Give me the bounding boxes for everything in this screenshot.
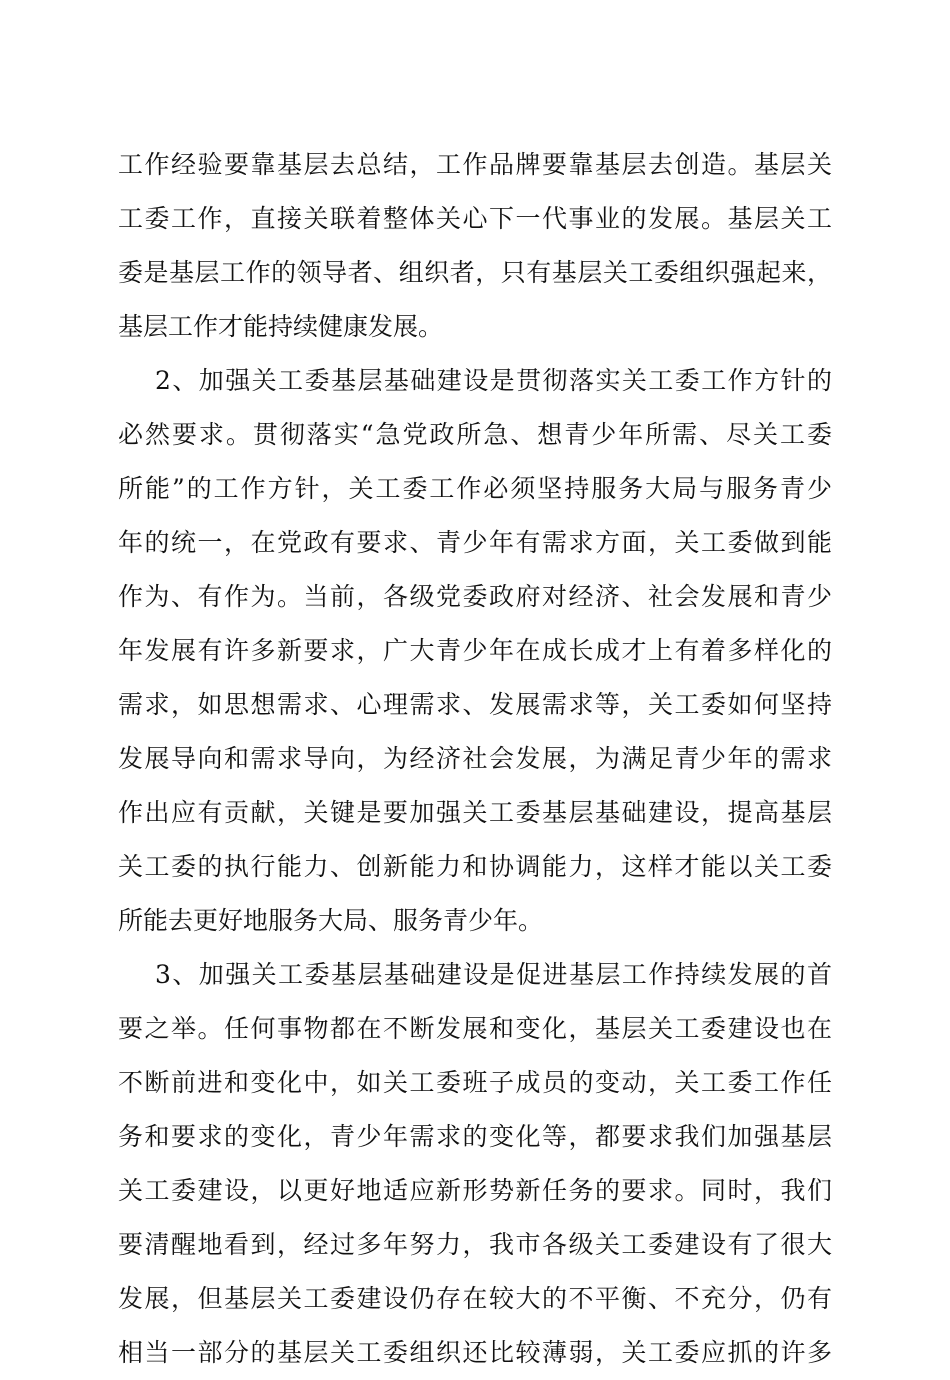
text-line: 必然要求。贯彻落实“急党政所急、想青少年所需、尽关工委 xyxy=(118,420,832,449)
text-line: 年发展有许多新要求，广大青少年在成长成才上有着多样化的 xyxy=(118,636,832,665)
text-line: 相当一部分的基层关工委组织还比较薄弱，关工委应抓的许多 xyxy=(118,1338,832,1367)
text-line: 务和要求的变化，青少年需求的变化等，都要求我们加强基层 xyxy=(118,1122,832,1151)
text-line: 委是基层工作的领导者、组织者，只有基层关工委组织强起来， xyxy=(118,258,832,287)
text-line: 不断前进和变化中，如关工委班子成员的变动，关工委工作任 xyxy=(118,1068,832,1097)
text-line: 所能去更好地服务大局、服务青少年。 xyxy=(118,906,544,935)
text-line: 3、加强关工委基层基础建设是促进基层工作持续发展的首 xyxy=(155,960,832,989)
text-line: 作出应有贡献，关键是要加强关工委基层基础建设，提高基层 xyxy=(118,798,832,827)
text-line: 发展，但基层关工委建设仍存在较大的不平衡、不充分，仍有 xyxy=(118,1284,832,1313)
text-line: 关工委的执行能力、创新能力和协调能力，这样才能以关工委 xyxy=(118,852,832,881)
body-text xyxy=(118,138,832,1380)
text-line: 工作经验要靠基层去总结，工作品牌要靠基层去创造。基层关 xyxy=(118,150,832,179)
text-line: 作为、有作为。当前，各级党委政府对经济、社会发展和青少 xyxy=(118,582,832,611)
text-line: 关工委建设，以更好地适应新形势新任务的要求。同时，我们 xyxy=(118,1176,832,1205)
text-line: 发展导向和需求导向，为经济社会发展，为满足青少年的需求 xyxy=(118,744,832,773)
text-line: 需求，如思想需求、心理需求、发展需求等，关工委如何坚持 xyxy=(118,690,832,719)
paragraph-1 xyxy=(118,138,832,354)
text-line: 要之举。任何事物都在不断发展和变化，基层关工委建设也在 xyxy=(118,1014,832,1043)
text-line: 2、加强关工委基层基础建设是贯彻落实关工委工作方针的 xyxy=(155,366,832,395)
text-line: 年的统一，在党政有要求、青少年有需求方面，关工委做到能 xyxy=(118,528,832,557)
text-line: 基层工作才能持续健康发展。 xyxy=(118,312,444,341)
text-line: 所能”的工作方针，关工委工作必须坚持服务大局与服务青少 xyxy=(118,474,832,503)
paragraph-3 xyxy=(118,948,832,1380)
paragraph-2 xyxy=(118,354,832,948)
text-line: 工委工作，直接关联着整体关心下一代事业的发展。基层关工 xyxy=(118,204,832,233)
text-line: 要清醒地看到，经过多年努力，我市各级关工委建设有了很大 xyxy=(118,1230,832,1259)
